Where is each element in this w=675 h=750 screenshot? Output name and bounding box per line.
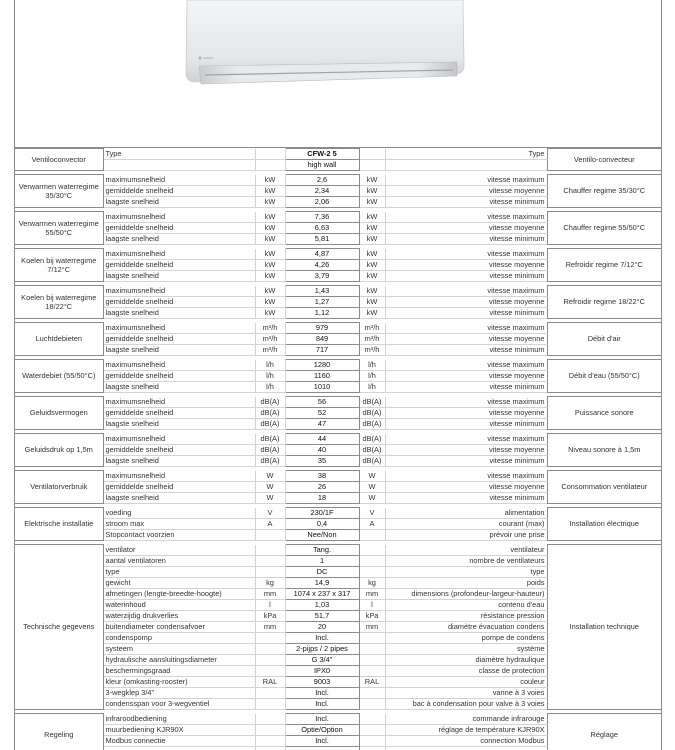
group-label-nl: Koelen bij waterregime 7/12°C [15, 249, 103, 282]
unit-right: kW [359, 249, 385, 260]
group-label-nl: Geluidsdruk op 1,5m [15, 434, 103, 467]
spec-row [15, 212, 661, 223]
row-label-nl: laagste snelheid [103, 234, 255, 245]
row-label-fr: contenu d'eau [385, 600, 547, 611]
unit-right: kg [359, 578, 385, 589]
air-conditioner-unit-image [181, 0, 469, 86]
row-label-nl: maximumsnelheid [103, 286, 255, 297]
row-label-nl: 3-wegklep 3/4" [103, 688, 255, 699]
row-label-nl: maximumsnelheid [103, 360, 255, 371]
row-label-nl: gemiddelde snelheid [103, 334, 255, 345]
unit-left [255, 545, 285, 556]
row-label-fr [385, 747, 547, 750]
type-label-left: Type [103, 149, 255, 160]
unit-left: kW [255, 212, 285, 223]
group-label-nl: Regeling [15, 714, 103, 750]
group-label-fr: Réglage [547, 714, 661, 750]
row-label-nl: hydraulische aansluitingsdiameter [103, 655, 255, 666]
row-label-fr: système [385, 644, 547, 655]
unit-right: kW [359, 186, 385, 197]
spec-value: 849 [285, 334, 359, 345]
spec-value: 6,63 [285, 223, 359, 234]
row-label-nl: gemiddelde snelheid [103, 186, 255, 197]
unit-left: mm [255, 622, 285, 633]
type-label-right: Type [385, 149, 547, 160]
spec-value: G 3/4" [285, 655, 359, 666]
unit-right [359, 666, 385, 677]
row-label-fr: vitesse moyenne [385, 445, 547, 456]
unit-right: l/h [359, 371, 385, 382]
row-label-fr: bac à condensation pour valve à 3 voies [385, 699, 547, 710]
spec-value: 1,12 [285, 308, 359, 319]
unit-left: m³/h [255, 323, 285, 334]
row-label-nl: infraroodbediening [103, 714, 255, 725]
spec-value: Optie/Option [285, 725, 359, 736]
unit-left: kW [255, 286, 285, 297]
row-label-nl: maximumsnelheid [103, 323, 255, 334]
spec-value: 4,87 [285, 249, 359, 260]
spec-value: Nee/Non [285, 530, 359, 541]
row-label-nl: condenspomp [103, 633, 255, 644]
unit-right: kW [359, 271, 385, 282]
specification-table-area [15, 148, 661, 750]
unit-left [255, 725, 285, 736]
unit-right: kW [359, 297, 385, 308]
row-label-fr: vitesse minimum [385, 456, 547, 467]
unit-left: W [255, 482, 285, 493]
row-label-nl: beschermingsgraad [103, 666, 255, 677]
row-label-nl: afmetingen (lengte-breedte-hoogte) [103, 589, 255, 600]
header-label-nl: Ventiloconvector [15, 149, 103, 171]
unit-left: l/h [255, 360, 285, 371]
spec-value: 1280 [285, 360, 359, 371]
row-label-fr: vitesse minimum [385, 493, 547, 504]
unit-left: dB(A) [255, 397, 285, 408]
group-label-nl: Verwarmen waterregime 55/50°C [15, 212, 103, 245]
unit-right: kW [359, 260, 385, 271]
unit-left [255, 567, 285, 578]
row-label-nl: maximumsnelheid [103, 212, 255, 223]
row-label-nl: kleur (omkasting-rooster) [103, 677, 255, 688]
group-label-nl: Technische gegevens [15, 545, 103, 710]
spec-value: 0,4 [285, 519, 359, 530]
spec-value: 230/1F [285, 508, 359, 519]
unit-right [359, 725, 385, 736]
spec-value: Incl. [285, 736, 359, 747]
spec-value: Incl. [285, 714, 359, 725]
group-label-nl: Elektrische installatie [15, 508, 103, 541]
row-label-fr: vitesse minimum [385, 197, 547, 208]
group-label-nl: Ventilatorverbruik [15, 471, 103, 504]
spec-row [15, 508, 661, 519]
group-label-fr: Débit d'eau (55/50°C) [547, 360, 661, 393]
unit-right: kW [359, 175, 385, 186]
unit-right [359, 655, 385, 666]
group-label-fr: Débit d'air [547, 323, 661, 356]
unit-right: m³/h [359, 334, 385, 345]
row-label-fr: réglage de température KJR90X [385, 725, 547, 736]
specification-table [15, 148, 661, 750]
model-name: CFW-2 5 [285, 149, 359, 160]
row-label-nl: buitendiameter condensafvoer [103, 622, 255, 633]
row-label-fr: vitesse maximum [385, 286, 547, 297]
row-label-nl: gemiddelde snelheid [103, 408, 255, 419]
group-label-fr: Chauffer regime 55/50°C [547, 212, 661, 245]
spec-value: 4,26 [285, 260, 359, 271]
spec-value: 56 [285, 397, 359, 408]
unit-left [255, 633, 285, 644]
unit-left: W [255, 493, 285, 504]
row-label-nl: stroom max [103, 519, 255, 530]
row-label-fr: prévoir une prise [385, 530, 547, 541]
unit-right [359, 736, 385, 747]
unit-right: m³/h [359, 345, 385, 356]
spec-value: 44 [285, 434, 359, 445]
group-label-nl: Luchtdebieten [15, 323, 103, 356]
spec-row [15, 323, 661, 334]
row-label-nl: waterzijdig drukverlies [103, 611, 255, 622]
spec-value: 7,36 [285, 212, 359, 223]
spec-row [15, 397, 661, 408]
unit-right [359, 633, 385, 644]
unit-left: dB(A) [255, 434, 285, 445]
spec-value: 40 [285, 445, 359, 456]
unit-right: kW [359, 212, 385, 223]
row-label-fr: poids [385, 578, 547, 589]
row-label-nl: laagste snelheid [103, 271, 255, 282]
group-label-fr: Consommation ventilateur [547, 471, 661, 504]
row-label-fr: vitesse moyenne [385, 186, 547, 197]
spec-value: Incl. [285, 633, 359, 644]
unit-right: l/h [359, 382, 385, 393]
row-label-fr: vitesse moyenne [385, 260, 547, 271]
header-label-fr: Ventilo-convecteur [547, 149, 661, 171]
unit-left: W [255, 471, 285, 482]
unit-left: kW [255, 249, 285, 260]
unit-right: mm [359, 589, 385, 600]
spec-value: 52 [285, 408, 359, 419]
row-label-nl: laagste snelheid [103, 197, 255, 208]
unit-right: kW [359, 223, 385, 234]
row-label-nl: maximumsnelheid [103, 249, 255, 260]
unit-left: kW [255, 297, 285, 308]
unit-right: mm [359, 622, 385, 633]
unit-right: dB(A) [359, 434, 385, 445]
spec-value: 1,03 [285, 600, 359, 611]
row-label-fr: diamètre évacuation condens [385, 622, 547, 633]
unit-left [255, 714, 285, 725]
unit-left [255, 747, 285, 750]
spec-value: 1,27 [285, 297, 359, 308]
row-label-fr: vitesse minimum [385, 419, 547, 430]
unit-right: l [359, 600, 385, 611]
unit-left: kW [255, 223, 285, 234]
spec-value: 1074 x 237 x 317 [285, 589, 359, 600]
spec-value: 2,6 [285, 175, 359, 186]
spec-value: 26 [285, 482, 359, 493]
spec-value: 35 [285, 456, 359, 467]
spec-value: 9003 [285, 677, 359, 688]
unit-left [255, 644, 285, 655]
unit-right [359, 699, 385, 710]
unit-left: dB(A) [255, 445, 285, 456]
unit-right [359, 556, 385, 567]
unit-left: m³/h [255, 345, 285, 356]
unit-right: dB(A) [359, 456, 385, 467]
spec-value: 18 [285, 493, 359, 504]
row-label-fr: dimensions (profondeur-largeur-hauteur) [385, 589, 547, 600]
unit-left [255, 655, 285, 666]
unit-left: dB(A) [255, 408, 285, 419]
row-label-nl: maximumsnelheid [103, 397, 255, 408]
row-label-fr: vanne à 3 voies [385, 688, 547, 699]
row-label-fr: vitesse maximum [385, 397, 547, 408]
spec-value: 47 [285, 419, 359, 430]
row-label-fr: vitesse moyenne [385, 334, 547, 345]
row-label-nl [103, 747, 255, 750]
spec-value: Incl. [285, 688, 359, 699]
row-label-fr: vitesse moyenne [385, 371, 547, 382]
spec-value: 1,43 [285, 286, 359, 297]
row-label-nl: gemiddelde snelheid [103, 371, 255, 382]
group-label-nl: Geluidsvermogen [15, 397, 103, 430]
spec-value: 5,81 [285, 234, 359, 245]
spec-value: 2-pijps / 2 pipes [285, 644, 359, 655]
row-label-nl: laagste snelheid [103, 382, 255, 393]
row-label-fr: connection Modbus [385, 736, 547, 747]
spec-value: 3,79 [285, 271, 359, 282]
row-label-nl: laagste snelheid [103, 493, 255, 504]
row-label-nl: maximumsnelheid [103, 471, 255, 482]
unit-right [359, 545, 385, 556]
spec-value: 1 [285, 556, 359, 567]
unit-right: A [359, 519, 385, 530]
header-row [15, 149, 661, 160]
row-label-fr: vitesse minimum [385, 345, 547, 356]
row-label-nl: laagste snelheid [103, 456, 255, 467]
model-variant: high wall [285, 160, 359, 171]
spec-row [15, 714, 661, 725]
spec-value: 20 [285, 622, 359, 633]
row-label-nl: Stopcontact voorzien [103, 530, 255, 541]
unit-left: A [255, 519, 285, 530]
unit-left: kW [255, 175, 285, 186]
unit-left: dB(A) [255, 456, 285, 467]
unit-left: mm [255, 589, 285, 600]
row-label-fr: vitesse maximum [385, 212, 547, 223]
row-label-fr: pompe de condens [385, 633, 547, 644]
unit-right: dB(A) [359, 445, 385, 456]
unit-right: W [359, 493, 385, 504]
row-label-nl: waterinhoud [103, 600, 255, 611]
unit-left: kW [255, 271, 285, 282]
row-label-nl: maximumsnelheid [103, 434, 255, 445]
row-label-fr: vitesse maximum [385, 360, 547, 371]
unit-right: dB(A) [359, 419, 385, 430]
row-label-nl: type [103, 567, 255, 578]
unit-left: kW [255, 308, 285, 319]
unit-left: l/h [255, 371, 285, 382]
unit-left: kPa [255, 611, 285, 622]
spec-row [15, 545, 661, 556]
row-label-fr: vitesse maximum [385, 249, 547, 260]
row-label-nl: gemiddelde snelheid [103, 297, 255, 308]
spec-value [285, 747, 359, 750]
unit-left: kW [255, 234, 285, 245]
row-label-fr: vitesse moyenne [385, 297, 547, 308]
unit-right: kW [359, 234, 385, 245]
unit-left [255, 556, 285, 567]
unit-right: l/h [359, 360, 385, 371]
unit-right [359, 747, 385, 750]
row-label-fr: vitesse minimum [385, 234, 547, 245]
unit-right [359, 714, 385, 725]
group-label-fr: Refroidir regime 7/12°C [547, 249, 661, 282]
spec-row [15, 360, 661, 371]
row-label-nl: gemiddelde snelheid [103, 445, 255, 456]
row-label-fr: alimentation [385, 508, 547, 519]
row-label-fr: vitesse minimum [385, 308, 547, 319]
unit-right: m³/h [359, 323, 385, 334]
spec-value: Incl. [285, 699, 359, 710]
unit-right: V [359, 508, 385, 519]
row-label-fr: couleur [385, 677, 547, 688]
unit-left: l [255, 600, 285, 611]
row-label-nl: maximumsnelheid [103, 175, 255, 186]
row-label-fr: diamètre hydraulique [385, 655, 547, 666]
spec-value: DC [285, 567, 359, 578]
unit-right: RAL [359, 677, 385, 688]
row-label-nl: laagste snelheid [103, 419, 255, 430]
group-label-fr: Installation électrique [547, 508, 661, 541]
unit-right: dB(A) [359, 408, 385, 419]
spec-row [15, 175, 661, 186]
unit-right [359, 567, 385, 578]
unit-right [359, 530, 385, 541]
row-label-fr: vitesse minimum [385, 382, 547, 393]
spec-value: 717 [285, 345, 359, 356]
unit-right: kW [359, 197, 385, 208]
row-label-nl: laagste snelheid [103, 308, 255, 319]
spec-value: IPX0 [285, 666, 359, 677]
row-label-fr: courant (max) [385, 519, 547, 530]
unit-right: kW [359, 308, 385, 319]
unit-left: kg [255, 578, 285, 589]
spec-row [15, 286, 661, 297]
unit-left [255, 666, 285, 677]
row-label-nl: ventilator [103, 545, 255, 556]
row-label-fr: vitesse maximum [385, 434, 547, 445]
spec-value: 2,34 [285, 186, 359, 197]
unit-right: kPa [359, 611, 385, 622]
row-label-fr: commande infrarouge [385, 714, 547, 725]
unit-left [255, 699, 285, 710]
unit-left: l/h [255, 382, 285, 393]
row-label-fr: ventilateur [385, 545, 547, 556]
unit-left: RAL [255, 677, 285, 688]
row-label-nl: gewicht [103, 578, 255, 589]
row-label-fr: vitesse moyenne [385, 223, 547, 234]
unit-right: dB(A) [359, 397, 385, 408]
row-label-nl: aantal ventilatoren [103, 556, 255, 567]
group-label-fr: Chauffer regime 35/30°C [547, 175, 661, 208]
spec-value: 1010 [285, 382, 359, 393]
spec-row [15, 434, 661, 445]
group-label-fr: Refroidir regime 18/22°C [547, 286, 661, 319]
unit-left: V [255, 508, 285, 519]
unit-left [255, 736, 285, 747]
group-label-nl: Waterdebiet (55/50°C) [15, 360, 103, 393]
spec-value: 979 [285, 323, 359, 334]
spec-sheet-frame [14, 0, 662, 750]
unit-right: W [359, 471, 385, 482]
row-label-fr: vitesse maximum [385, 175, 547, 186]
spec-value: Tang. [285, 545, 359, 556]
row-label-fr: classe de protection [385, 666, 547, 677]
row-label-nl: muurbediening KJR90X [103, 725, 255, 736]
group-label-nl: Verwarmen waterregime 35/30°C [15, 175, 103, 208]
unit-left [255, 688, 285, 699]
row-label-fr: résistance pression [385, 611, 547, 622]
spec-value: 2,06 [285, 197, 359, 208]
unit-left: m³/h [255, 334, 285, 345]
row-label-fr: vitesse moyenne [385, 482, 547, 493]
unit-right: W [359, 482, 385, 493]
unit-left: kW [255, 186, 285, 197]
group-label-fr: Puissance sonore [547, 397, 661, 430]
row-label-nl: voeding [103, 508, 255, 519]
unit-right: kW [359, 286, 385, 297]
spec-row [15, 249, 661, 260]
row-label-nl: Modbus connectie [103, 736, 255, 747]
row-label-nl: systeem [103, 644, 255, 655]
spec-value: 38 [285, 471, 359, 482]
product-photo-area [15, 0, 661, 148]
row-label-fr: vitesse maximum [385, 323, 547, 334]
row-label-fr: nombre de ventilateurs [385, 556, 547, 567]
spec-row [15, 471, 661, 482]
unit-right [359, 688, 385, 699]
group-label-fr: Installation technique [547, 545, 661, 710]
group-label-nl: Koelen bij waterregime 18/22°C [15, 286, 103, 319]
row-label-nl: gemiddelde snelheid [103, 482, 255, 493]
unit-left [255, 530, 285, 541]
spec-value: 14,9 [285, 578, 359, 589]
spec-value: 1160 [285, 371, 359, 382]
row-label-nl: gemiddelde snelheid [103, 223, 255, 234]
row-label-nl: laagste snelheid [103, 345, 255, 356]
row-label-nl: condensspan voor 3-wegventiel [103, 699, 255, 710]
row-label-fr: vitesse minimum [385, 271, 547, 282]
row-label-fr: vitesse maximum [385, 471, 547, 482]
group-label-fr: Niveau sonore à 1,5m [547, 434, 661, 467]
unit-left: kW [255, 260, 285, 271]
unit-right [359, 644, 385, 655]
unit-left: kW [255, 197, 285, 208]
spec-value: 51,7 [285, 611, 359, 622]
unit-left: dB(A) [255, 419, 285, 430]
row-label-fr: type [385, 567, 547, 578]
row-label-nl: gemiddelde snelheid [103, 260, 255, 271]
row-label-fr: vitesse moyenne [385, 408, 547, 419]
brand-logo-icon [198, 56, 201, 59]
